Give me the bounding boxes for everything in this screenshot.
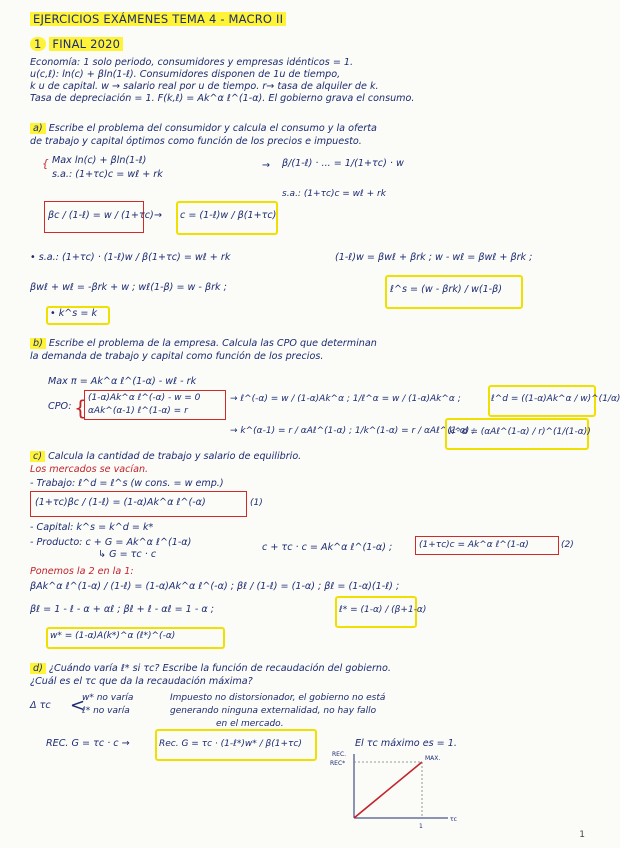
capital-demand: k^d = (αAℓ^(1-α) / r)^(1/(1-α)) [449,427,591,437]
part-b-label: b) [30,338,46,349]
consumer-constraint: s.a.: (1+τc)c = wℓ + rk [52,169,163,180]
foc-2: s.a.: (1+τc)c = wℓ + rk [282,189,386,199]
intro-line-1: Economía: 1 solo periodo, consumidores y empresas idénticos = 1. [30,57,354,68]
markets-clear: Los mercados se vacían. [30,464,149,475]
goods-market: - Producto: c + G = Ak^α ℓ^(1-α) [30,537,192,548]
part-d-label: d) [30,663,46,674]
arrow-to-c: → [154,210,163,221]
substitution-3: βwℓ + wℓ = -βrk + w ; wℓ(1-β) = w - βrk ; [30,282,227,293]
graph-x-tick: 1 [419,823,423,830]
page-number: 1 [579,830,585,840]
labor-supply: ℓ^s = (w - βrk) / w(1-β) [390,284,503,295]
substitution-1: • s.a.: (1+τc) · (1-ℓ)w / β(1+τc) = wℓ + rk [30,252,231,263]
graph-y-tick: REC* [330,760,346,767]
capital-demand-derivation: → k^(α-1) = r / αAℓ^(1-α) ; 1/k^(1-α) = r / αAℓ^(1-α) ; [230,426,476,436]
intro-line-4: Tasa de depreciación = 1. F(k,ℓ) = Ak^α ℓ^(1-α). El gobierno grava el consumo. [30,93,415,104]
result-red: βc / (1-ℓ) = w / (1+τc) [48,210,154,221]
revenue-line [354,762,422,818]
max-tax-statement: El τc máximo es = 1. [355,738,457,749]
cpo-1: (1-α)Ak^α ℓ^(-α) - w = 0 [88,393,201,403]
graph-x-label: τc [450,816,457,823]
substitution-2: (1-ℓ)w = βwℓ + βrk ; w - wℓ = βwℓ + βrk ; [335,252,533,263]
part-c-label: c) [30,451,45,462]
capital-supply: • k^s = k [50,308,97,319]
foc-1: β/(1-ℓ) · ... = 1/(1+τc) · w [282,158,404,169]
part-b-statement-2: la demanda de trabajo y capital como función de los precios. [30,351,324,362]
page-title: EJERCICIOS EXÁMENES TEMA 4 - MACRO II [30,12,286,26]
intro-line-3: k u de capital. w → salario real por u de tiempo. r→ tasa de alquiler de k. [30,81,379,92]
labor-demand-derivation: → ℓ^(-α) = w / (1-α)Ak^α ; 1/ℓ^α = w / (1-α)Ak^α ; [230,394,461,404]
wstar: w* = (1-α)A(k*)^α (ℓ*)^(-α) [50,631,176,641]
derivation-1: βAk^α ℓ^(1-α) / (1-ℓ) = (1-α)Ak^α ℓ^(-α) ; βℓ / (1-ℓ) = (1-α) ; βℓ = (1-α)(1-ℓ) ; [30,581,400,592]
part-a-statement-1: a) Escribe el problema del consumidor y calcula el consumo y la oferta [30,123,377,135]
labor-market: - Trabajo: ℓ^d = ℓ^s (w cons. = w emp.) [30,478,224,489]
revenue-definition: REC. G = τc · c → [46,738,130,749]
exercise-number: 1 [30,37,46,51]
cpo-label: CPO: [48,401,72,412]
brace-d: < [70,695,86,716]
exercise-heading [30,37,123,51]
government-spending: ↳ G = τc · c [98,549,157,560]
brace-wage: w* no varía [82,693,134,703]
derivation-2: βℓ = 1 - ℓ - α + αℓ ; βℓ + ℓ - αℓ = 1 - α ; [30,604,214,615]
plug-2-into-1: Ponemos la 2 en la 1: [30,566,134,577]
goods-market-sub: c + τc · c = Ak^α ℓ^(1-α) ; [262,542,393,553]
lstar: ℓ* = (1-α) / (β+1-α) [339,605,427,615]
graph-y-label: REC. [332,751,347,758]
explanation-1: Impuesto no distorsionador, el gobierno no está [170,693,386,703]
equation-2: (1+τc)c = Ak^α ℓ^(1-α) [419,540,529,550]
equation-1: (1+τc)βc / (1-ℓ) = (1-α)Ak^α ℓ^(-α) [35,497,206,508]
brace-labor: ℓ* no varía [82,706,130,716]
labor-demand: ℓ^d = ((1-α)Ak^α / w)^(1/α) [491,394,620,404]
firm-max: Max π = Ak^α ℓ^(1-α) - wℓ - rk [48,376,197,387]
delta-tau: Δ τc [30,700,51,711]
equation-1-tag: (1) [250,498,263,508]
exercise-name: FINAL 2020 [49,37,123,51]
consumer-brace: { [42,158,49,170]
arrow-a: → [262,160,271,171]
consumer-max: Max ln(c) + βln(1-ℓ) [52,155,147,166]
intro-line-2: u(c,ℓ): ln(c) + βln(1-ℓ). Consumidores disponen de 1u de tiempo, [30,69,341,80]
part-d-statement-1: d) ¿Cuándo varía ℓ* si τc? Escribe la función de recaudación del gobierno. [30,663,391,675]
part-b-statement-1: b) Escribe el problema de la empresa. Calcula las CPO que determinan [30,338,377,350]
part-c-statement: c) Calcula la cantidad de trabajo y salario de equilibrio. [30,451,301,463]
revenue-graph [330,748,460,838]
cpo-brace: { [74,396,87,420]
revenue-function: Rec. G = τc · (1-ℓ*)w* / β(1+τc) [159,739,302,749]
graph-max-label: MAX. [425,755,441,762]
equation-2-tag: (2) [561,540,574,550]
capital-market: - Capital: k^s = k^d = k* [30,522,154,533]
cpo-2: αAk^(α-1) ℓ^(1-α) = r [88,406,188,416]
part-a-statement-2: de trabajo y capital óptimos como función de los precios e impuesto. [30,136,362,147]
part-a-label: a) [30,123,46,134]
part-d-statement-2: ¿Cuál es el τc que da la recaudación máxima? [30,676,253,687]
explanation-2: generando ninguna externalidad, no hay fallo [170,706,377,716]
result-c: c = (1-ℓ)w / β(1+τc) [180,210,277,221]
explanation-3: en el mercado. [216,719,284,729]
